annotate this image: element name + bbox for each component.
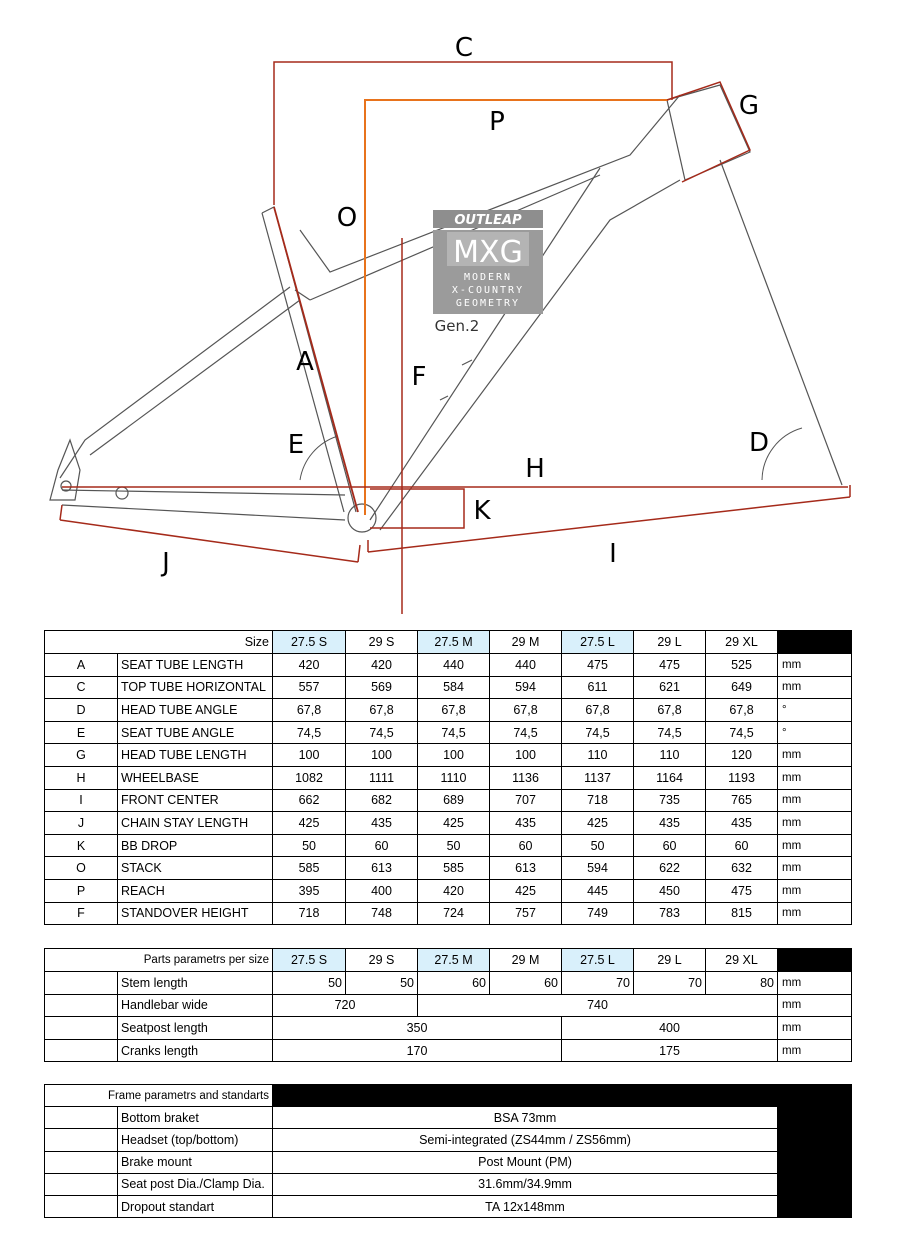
label-i: I [609, 539, 617, 569]
dimension-value: 440 [418, 654, 490, 677]
label-g: G [738, 91, 760, 121]
dimension-value: 1082 [273, 766, 346, 789]
dimension-value: 475 [562, 654, 634, 677]
dim-line-j [60, 505, 360, 562]
dimension-value: 67,8 [346, 699, 418, 722]
dimension-value: 613 [346, 857, 418, 880]
dimension-value: 74,5 [706, 721, 778, 744]
dimension-name: CHAIN STAY LENGTH [118, 812, 273, 835]
unit-cell: mm [778, 812, 852, 835]
dimension-value: 783 [634, 902, 706, 925]
dimension-value: 120 [706, 744, 778, 767]
logo-badge: MXG [453, 235, 523, 270]
geometry-row-f [45, 902, 852, 925]
parts-row-stem [45, 972, 852, 995]
unit-cell: mm [778, 834, 852, 857]
part-value: 70 [634, 972, 706, 995]
dimension-value: 621 [634, 676, 706, 699]
dimension-name: SEAT TUBE ANGLE [118, 721, 273, 744]
dimension-code: G [45, 744, 118, 767]
header-black-cell [778, 631, 852, 654]
seat-angle-arc [300, 436, 338, 480]
label-p: P [489, 107, 505, 137]
dimension-value: 475 [634, 654, 706, 677]
part-name: Stem length [118, 972, 273, 995]
frame-param-name: Dropout standart [118, 1195, 273, 1217]
dimension-name: STANDOVER HEIGHT [118, 902, 273, 925]
part-value: 175 [562, 1039, 778, 1062]
frame-param-name: Bottom braket [118, 1107, 273, 1129]
part-name: Cranks length [118, 1039, 273, 1062]
dimension-name: FRONT CENTER [118, 789, 273, 812]
size-col: 29 L [634, 949, 706, 972]
dimension-value: 815 [706, 902, 778, 925]
label-f: F [411, 362, 427, 392]
frame-standards-table [44, 1084, 852, 1218]
dimension-value: 585 [273, 857, 346, 880]
frame-header-row [45, 1085, 852, 1107]
logo-line2: X-COUNTRY [451, 285, 525, 296]
dimension-value: 525 [706, 654, 778, 677]
dimension-name: REACH [118, 879, 273, 902]
dimension-value: 425 [562, 812, 634, 835]
dimension-code: K [45, 834, 118, 857]
dimension-value: 649 [706, 676, 778, 699]
dimension-value: 557 [273, 676, 346, 699]
dim-line-k [370, 489, 464, 528]
dimension-value: 718 [273, 902, 346, 925]
dimension-value: 662 [273, 789, 346, 812]
size-col: 27.5 M [418, 631, 490, 654]
dimension-value: 74,5 [273, 721, 346, 744]
dimension-value: 569 [346, 676, 418, 699]
parts-row-cranks [45, 1039, 852, 1062]
dimension-value: 724 [418, 902, 490, 925]
empty-cell [45, 1017, 118, 1040]
size-col: 27.5 M [418, 949, 490, 972]
parts-row-seatpost [45, 1017, 852, 1040]
header-black-cell [778, 1085, 852, 1107]
outleap-mxg-logo [433, 210, 543, 335]
dimension-value: 67,8 [418, 699, 490, 722]
geometry-row-k [45, 834, 852, 857]
size-col: 27.5 L [562, 631, 634, 654]
dimension-name: STACK [118, 857, 273, 880]
size-col: 29 M [490, 631, 562, 654]
dimension-value: 67,8 [490, 699, 562, 722]
frame-param-name: Headset (top/bottom) [118, 1129, 273, 1151]
dimension-name: SEAT TUBE LENGTH [118, 654, 273, 677]
label-k: K [473, 496, 491, 526]
unit-cell: mm [778, 902, 852, 925]
label-h: H [525, 454, 545, 484]
logo-line3: GEOMETRY [455, 298, 521, 309]
dimension-code: I [45, 789, 118, 812]
frame-param-value: Post Mount (PM) [273, 1151, 778, 1173]
part-value: 60 [418, 972, 490, 995]
part-name: Handlebar wide [118, 994, 273, 1017]
frame-header-label: Frame parametrs and standarts [45, 1085, 273, 1107]
geometry-row-g [45, 744, 852, 767]
unit-cell: mm [778, 879, 852, 902]
dimension-value: 100 [490, 744, 562, 767]
dimension-value: 682 [346, 789, 418, 812]
part-value: 80 [706, 972, 778, 995]
dimension-value: 50 [562, 834, 634, 857]
empty-cell [45, 1173, 118, 1195]
dimension-value: 689 [418, 789, 490, 812]
unit-cell: mm [778, 1039, 852, 1062]
dim-line-c [274, 62, 672, 205]
dimension-value: 718 [562, 789, 634, 812]
dimension-value: 749 [562, 902, 634, 925]
dimension-value: 400 [346, 879, 418, 902]
unit-cell: ° [778, 721, 852, 744]
size-col: 27.5 L [562, 949, 634, 972]
part-value: 170 [273, 1039, 562, 1062]
dimension-code: O [45, 857, 118, 880]
dimension-value: 611 [562, 676, 634, 699]
frame-param-name: Seat post Dia./Clamp Dia. [118, 1173, 273, 1195]
frame-row [45, 1173, 852, 1195]
empty-cell [45, 994, 118, 1017]
dimension-value: 585 [418, 857, 490, 880]
dimension-value: 1164 [634, 766, 706, 789]
dimension-value: 757 [490, 902, 562, 925]
dimension-value: 67,8 [706, 699, 778, 722]
dimension-value: 435 [706, 812, 778, 835]
dimension-value: 110 [562, 744, 634, 767]
part-value: 400 [562, 1017, 778, 1040]
dimension-value: 632 [706, 857, 778, 880]
frame-row [45, 1195, 852, 1217]
frame-row [45, 1129, 852, 1151]
dimension-value: 425 [490, 879, 562, 902]
unit-cell: mm [778, 654, 852, 677]
size-col: 29 M [490, 949, 562, 972]
dimension-value: 622 [634, 857, 706, 880]
size-col: 29 L [634, 631, 706, 654]
dimension-value: 735 [634, 789, 706, 812]
frame-param-value: Semi-integrated (ZS44mm / ZS56mm) [273, 1129, 778, 1151]
unit-cell: ° [778, 699, 852, 722]
dimension-value: 74,5 [490, 721, 562, 744]
dimension-value: 395 [273, 879, 346, 902]
dimension-value: 67,8 [634, 699, 706, 722]
logo-brand: OUTLEAP [454, 213, 522, 228]
black-cell [778, 1107, 852, 1129]
unit-cell: mm [778, 676, 852, 699]
dimension-value: 425 [418, 812, 490, 835]
unit-cell: mm [778, 972, 852, 995]
dimension-value: 60 [346, 834, 418, 857]
dimension-value: 60 [490, 834, 562, 857]
label-a: A [296, 347, 314, 377]
unit-cell: mm [778, 789, 852, 812]
geometry-table [44, 630, 852, 925]
unit-cell: mm [778, 1017, 852, 1040]
dimension-value: 450 [634, 879, 706, 902]
size-col: 27.5 S [273, 631, 346, 654]
dimension-code: H [45, 766, 118, 789]
dimension-value: 50 [418, 834, 490, 857]
dimension-value: 1111 [346, 766, 418, 789]
part-name: Seatpost length [118, 1017, 273, 1040]
part-value: 50 [346, 972, 418, 995]
dimension-value: 74,5 [418, 721, 490, 744]
dimension-value: 475 [706, 879, 778, 902]
frame-param-value: TA 12x148mm [273, 1195, 778, 1217]
dimension-code: J [45, 812, 118, 835]
black-cell [778, 1195, 852, 1217]
unit-cell: mm [778, 857, 852, 880]
empty-cell [45, 1107, 118, 1129]
dimension-code: C [45, 676, 118, 699]
dimension-value: 100 [346, 744, 418, 767]
dimension-value: 1137 [562, 766, 634, 789]
part-value: 350 [273, 1017, 562, 1040]
unit-cell: mm [778, 744, 852, 767]
label-o: O [336, 203, 358, 233]
geometry-row-o [45, 857, 852, 880]
parts-header-label: Parts parametrs per size [45, 949, 273, 972]
frame-row [45, 1107, 852, 1129]
black-cell [778, 1151, 852, 1173]
dimension-value: 425 [273, 812, 346, 835]
dimension-value: 584 [418, 676, 490, 699]
dimension-value: 594 [562, 857, 634, 880]
geometry-row-e [45, 721, 852, 744]
dimension-value: 765 [706, 789, 778, 812]
part-value: 60 [490, 972, 562, 995]
geometry-row-h [45, 766, 852, 789]
black-cell [778, 1173, 852, 1195]
dimension-value: 1193 [706, 766, 778, 789]
dimension-value: 60 [634, 834, 706, 857]
geometry-row-i [45, 789, 852, 812]
dimension-value: 74,5 [346, 721, 418, 744]
geometry-row-d [45, 699, 852, 722]
part-value: 740 [418, 994, 778, 1017]
dimension-value: 594 [490, 676, 562, 699]
dimension-value: 420 [346, 654, 418, 677]
dimension-value: 445 [562, 879, 634, 902]
dimension-code: A [45, 654, 118, 677]
dimension-value: 110 [634, 744, 706, 767]
frame-param-value: 31.6mm/34.9mm [273, 1173, 778, 1195]
part-value: 50 [273, 972, 346, 995]
dimension-name: TOP TUBE HORIZONTAL [118, 676, 273, 699]
frame-param-value: BSA 73mm [273, 1107, 778, 1129]
empty-cell [45, 1039, 118, 1062]
dimension-value: 60 [706, 834, 778, 857]
empty-cell [45, 972, 118, 995]
header-black-cell [273, 1085, 778, 1107]
dimension-name: BB DROP [118, 834, 273, 857]
dimension-code: D [45, 699, 118, 722]
size-col: 27.5 S [273, 949, 346, 972]
frame-row [45, 1151, 852, 1173]
dimension-value: 67,8 [562, 699, 634, 722]
dimension-code: E [45, 721, 118, 744]
dimension-value: 613 [490, 857, 562, 880]
dimension-value: 435 [346, 812, 418, 835]
parts-header-row [45, 949, 852, 972]
empty-cell [45, 1151, 118, 1173]
dimension-value: 435 [490, 812, 562, 835]
part-value: 70 [562, 972, 634, 995]
dimension-value: 74,5 [634, 721, 706, 744]
dimension-value: 707 [490, 789, 562, 812]
dimension-value: 748 [346, 902, 418, 925]
geometry-row-p [45, 879, 852, 902]
geometry-row-c [45, 676, 852, 699]
dimension-value: 1110 [418, 766, 490, 789]
part-value: 720 [273, 994, 418, 1017]
dimension-name: WHEELBASE [118, 766, 273, 789]
dimension-name: HEAD TUBE ANGLE [118, 699, 273, 722]
label-j: J [162, 548, 170, 578]
black-cell [778, 1129, 852, 1151]
logo-version: Gen.2 [434, 317, 480, 335]
dimension-value: 67,8 [273, 699, 346, 722]
label-d: D [748, 428, 770, 458]
geometry-header-row [45, 631, 852, 654]
unit-cell: mm [778, 766, 852, 789]
dimension-name: HEAD TUBE LENGTH [118, 744, 273, 767]
dimension-value: 100 [418, 744, 490, 767]
label-c: C [454, 33, 474, 63]
header-black-cell [778, 949, 852, 972]
dimension-value: 100 [273, 744, 346, 767]
logo-line1: MODERN [463, 272, 513, 283]
dimension-value: 420 [273, 654, 346, 677]
dimension-value: 420 [418, 879, 490, 902]
frame-param-name: Brake mount [118, 1151, 273, 1173]
dimension-code: P [45, 879, 118, 902]
parts-row-handlebar [45, 994, 852, 1017]
dimension-value: 74,5 [562, 721, 634, 744]
unit-cell: mm [778, 994, 852, 1017]
size-header-label: Size [45, 631, 273, 654]
dimension-value: 435 [634, 812, 706, 835]
parts-table [44, 948, 852, 1062]
dimension-code: F [45, 902, 118, 925]
dimension-value: 50 [273, 834, 346, 857]
size-col: 29 S [346, 949, 418, 972]
empty-cell [45, 1129, 118, 1151]
label-e: E [287, 430, 305, 460]
size-col: 29 XL [706, 631, 778, 654]
geometry-row-a [45, 654, 852, 677]
size-col: 29 XL [706, 949, 778, 972]
dimension-value: 440 [490, 654, 562, 677]
dimension-value: 1136 [490, 766, 562, 789]
empty-cell [45, 1195, 118, 1217]
size-col: 29 S [346, 631, 418, 654]
geometry-row-j [45, 812, 852, 835]
